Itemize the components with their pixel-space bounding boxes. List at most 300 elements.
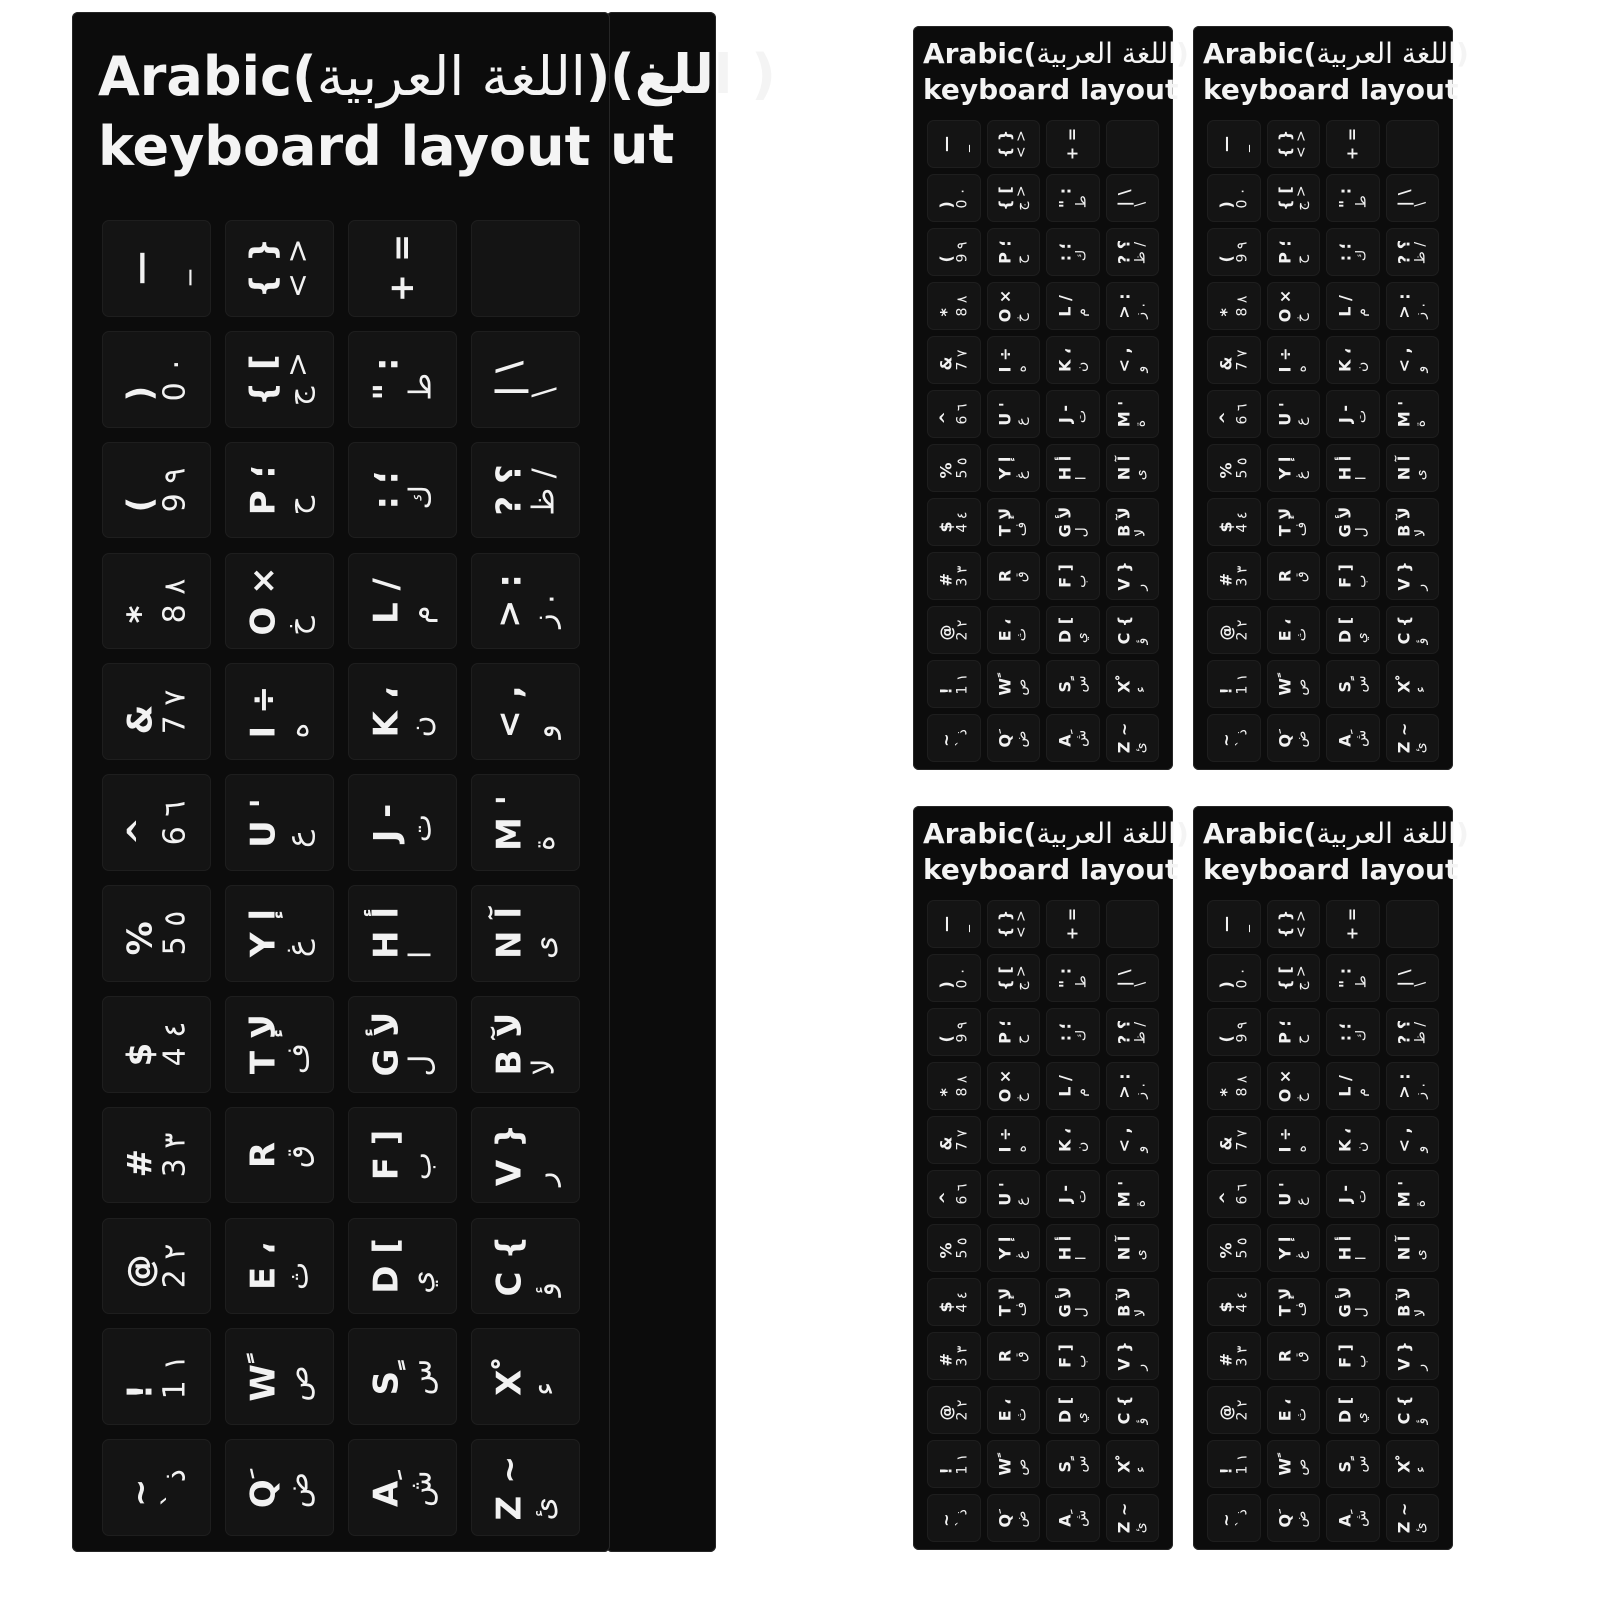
key-sticker <box>1386 174 1440 222</box>
key-latin-label: A ِ <box>1055 729 1075 747</box>
key-sticker <box>348 885 457 982</box>
key-latin-label: Q َ <box>995 1508 1015 1528</box>
key-sticker <box>1046 900 1100 948</box>
key-arabic-label: 0 ٠ <box>953 187 970 209</box>
key-sticker <box>1106 1062 1160 1110</box>
key-arabic-label: ظ / <box>1412 241 1429 265</box>
key-arabic-label: ت <box>1352 409 1369 424</box>
key-latin-label: " : <box>1055 187 1075 209</box>
key-sticker <box>471 885 580 982</box>
key-sticker <box>1267 660 1321 708</box>
key-arabic-label: ا <box>1072 476 1089 481</box>
key-arabic-label: ظ / <box>525 468 561 516</box>
key-latin-label: : ؛ <box>1055 242 1075 262</box>
key-arabic-label: ن <box>402 715 438 738</box>
key-sticker <box>1386 228 1440 276</box>
key-sticker <box>1326 174 1380 222</box>
key-sticker <box>225 220 334 317</box>
title-close-paren: ) <box>1455 37 1469 70</box>
key-arabic-label: 0 ٠ <box>1233 967 1250 989</box>
key-arabic-label: ز . <box>1412 303 1429 319</box>
key-latin-label: ( <box>119 496 160 513</box>
key-arabic-label: غ <box>279 939 315 958</box>
key-arabic-label: ة <box>525 834 561 851</box>
key-arabic-label: ظ / <box>1132 241 1149 265</box>
key-latin-label: * <box>119 605 160 624</box>
key-latin-label: * <box>936 1088 956 1097</box>
key-arabic-label: ث <box>1013 628 1030 642</box>
key-sticker <box>1207 228 1261 276</box>
key-latin-label: { } <box>1275 129 1295 159</box>
key-latin-label: V } <box>1394 1341 1414 1371</box>
key-sticker <box>1326 606 1380 654</box>
key-sticker <box>1326 282 1380 330</box>
key-arabic-label: ح <box>1293 1034 1310 1044</box>
key-latin-label: * <box>1216 308 1236 317</box>
key-arabic-label: 7 ٧ <box>1233 349 1250 371</box>
key-latin-label: R <box>1275 569 1295 583</box>
key-sticker <box>1386 444 1440 492</box>
key-latin-label: Y إ <box>242 909 283 958</box>
key-sticker <box>471 996 580 1093</box>
key-sticker <box>348 442 457 539</box>
key-arabic-label: 3 ٣ <box>1233 1345 1250 1367</box>
key-sticker <box>927 1386 981 1434</box>
key-latin-label: ^ <box>1216 411 1236 425</box>
key-sticker <box>471 1439 580 1536</box>
key-sticker <box>1326 900 1380 948</box>
key-sticker <box>471 1107 580 1204</box>
key-sticker <box>1207 552 1261 600</box>
key-arabic-label: < > <box>1293 910 1310 939</box>
key-arabic-label: ض <box>279 1471 315 1508</box>
key-arabic-label: 2 ٢ <box>1233 619 1250 641</box>
key-sticker <box>1326 552 1380 600</box>
key-arabic-label: م <box>1352 308 1369 317</box>
key-arabic-label: 2 ٢ <box>156 1243 192 1289</box>
key-latin-label: O × <box>995 289 1015 323</box>
key-sticker <box>1046 1440 1100 1488</box>
key-latin-label: ! <box>119 1383 160 1400</box>
key-sticker <box>1106 336 1160 384</box>
key-sticker <box>1386 336 1440 384</box>
key-latin-label: $ <box>936 521 956 533</box>
key-sticker <box>1326 1116 1380 1164</box>
key-sticker <box>987 1278 1041 1326</box>
key-arabic-label: ي <box>1072 1412 1089 1424</box>
key-arabic-label: خ <box>279 616 315 636</box>
key-arabic-label: ئ <box>525 1496 561 1521</box>
key-sticker <box>1046 1008 1100 1056</box>
key-arabic-label: ه <box>279 722 315 739</box>
key-sticker <box>1326 498 1380 546</box>
key-arabic-label: ` ذ <box>953 1509 970 1527</box>
key-arabic-label: 9 ٩ <box>953 1021 970 1043</box>
key-arabic-label: ة <box>1412 419 1429 428</box>
key-latin-label: X ْ <box>488 1357 529 1396</box>
key-sticker <box>1106 1440 1160 1488</box>
title-arabic: اللغة العربية <box>1036 817 1176 850</box>
key-arabic-label: ث <box>1293 1408 1310 1422</box>
key-arabic-label: ج > <box>1293 185 1310 211</box>
key-arabic-label: ص <box>1293 678 1310 696</box>
key-arabic-label: ى <box>525 935 561 960</box>
key-arabic-label: ء <box>1412 686 1429 693</box>
key-sticker <box>225 331 334 428</box>
key-latin-label: { [ <box>242 354 283 407</box>
key-latin-label: D [ <box>1335 1396 1355 1424</box>
key-latin-label: V } <box>488 1123 529 1187</box>
key-sticker <box>225 885 334 982</box>
key-arabic-label: 8 ٨ <box>953 295 970 317</box>
key-latin-label: R <box>995 1349 1015 1363</box>
key-sticker <box>1326 1332 1380 1380</box>
key-sticker <box>927 1062 981 1110</box>
key-arabic-label: 7 ٧ <box>953 1129 970 1151</box>
key-arabic-label: غ <box>1013 1250 1030 1260</box>
key-arabic-label: س <box>1072 675 1089 693</box>
key-arabic-label: ى <box>1132 1249 1149 1261</box>
key-arabic-label: ح <box>279 495 315 516</box>
key-sticker <box>1386 1332 1440 1380</box>
key-sticker <box>1267 1494 1321 1542</box>
key-arabic-label: 9 ٩ <box>1233 241 1250 263</box>
key-latin-label: { [ <box>1275 966 1295 991</box>
key-sticker <box>1326 1494 1380 1542</box>
key-latin-label: ! <box>1216 687 1236 695</box>
key-arabic-label: ف <box>279 1043 315 1075</box>
key-sticker <box>1106 282 1160 330</box>
key-latin-label: Q َ <box>1275 728 1295 748</box>
key-arabic-label: ع <box>1013 1197 1030 1206</box>
key-latin-label: C { <box>488 1235 529 1297</box>
key-arabic-label: ن <box>1352 1141 1369 1153</box>
key-latin-label: < , <box>1114 1127 1134 1153</box>
key-sticker <box>102 553 211 650</box>
key-latin-label: A ِ <box>365 1468 406 1507</box>
key-sticker <box>1106 1170 1160 1218</box>
key-latin-label: # <box>1216 1353 1236 1367</box>
key-arabic-label: ة <box>1132 419 1149 428</box>
key-latin-label: J - <box>1335 404 1355 424</box>
key-arabic-label: ض <box>1013 730 1030 748</box>
sticker-sheet-small-bottom-right <box>1193 806 1469 1550</box>
key-latin-label: N آ <box>1114 1235 1134 1261</box>
key-latin-label: @ <box>936 624 956 641</box>
key-sticker <box>1106 228 1160 276</box>
key-latin-label: | \ <box>1394 969 1414 987</box>
key-latin-label: C { <box>1394 1395 1414 1425</box>
key-arabic-label: ء <box>525 1381 561 1396</box>
key-latin-label: # <box>1216 573 1236 587</box>
key-arabic-label: ا <box>402 951 438 960</box>
key-arabic-label: \ <box>1412 981 1429 987</box>
key-latin-label: W ً <box>995 672 1015 696</box>
key-arabic-label: ت <box>402 813 438 842</box>
key-sticker <box>471 1328 580 1425</box>
key-arabic-label: ك <box>1072 249 1089 262</box>
key-sticker <box>1046 606 1100 654</box>
key-arabic-label: ز . <box>525 594 561 628</box>
key-sticker <box>987 714 1041 762</box>
key-latin-label: < , <box>488 685 529 739</box>
key-arabic-label: ج > <box>1293 965 1310 991</box>
key-latin-label: % <box>1216 1242 1236 1259</box>
key-sticker <box>1267 444 1321 492</box>
key-latin-label: G لأ <box>1055 1286 1075 1318</box>
key-sticker <box>102 220 211 317</box>
key-arabic-label: ح <box>1013 1034 1030 1044</box>
key-latin-label: N آ <box>1394 455 1414 481</box>
key-latin-label: S ٍ <box>1335 1455 1355 1473</box>
key-arabic-label: ع <box>1293 1197 1310 1206</box>
key-sticker <box>1207 1062 1261 1110</box>
key-latin-label: " : <box>1335 967 1355 989</box>
key-sticker <box>1267 282 1321 330</box>
key-sticker <box>1106 1278 1160 1326</box>
key-sticker <box>348 996 457 1093</box>
key-sticker <box>348 1107 457 1204</box>
key-sticker <box>1386 390 1440 438</box>
key-sticker <box>1267 120 1321 168</box>
title-arabic: اللغة العربية <box>1316 817 1456 850</box>
key-sticker <box>1046 552 1100 600</box>
sheet-title <box>98 42 610 182</box>
key-sticker <box>927 1494 981 1542</box>
key-latin-label: L / <box>1335 1075 1355 1097</box>
key-arabic-label: ك <box>1352 249 1369 262</box>
key-latin-label: A ِ <box>1335 729 1355 747</box>
key-sticker <box>1046 1224 1100 1272</box>
key-sticker <box>927 714 981 762</box>
key-latin-label: " : <box>1335 187 1355 209</box>
key-arabic-label: ض <box>1293 1510 1310 1528</box>
key-sticker <box>1106 954 1160 1002</box>
key-arabic-label: ش <box>1072 729 1089 747</box>
key-arabic-label: ؤ <box>1412 1417 1429 1425</box>
key-sticker <box>1207 1008 1261 1056</box>
key-arabic-label: ف <box>1013 1301 1030 1317</box>
key-arabic-label: ئ <box>1132 1522 1149 1534</box>
key-sticker <box>987 444 1041 492</box>
key-latin-label: B لآ <box>1394 507 1414 537</box>
key-arabic-label: 0 ٠ <box>1233 187 1250 209</box>
key-arabic-label: 6 ٦ <box>953 403 970 425</box>
key-arabic-label: و <box>1412 1145 1429 1153</box>
key-latin-label: X ْ <box>1114 675 1134 693</box>
title-arabic: اللغة العربية <box>316 45 586 108</box>
key-sticker <box>1267 1170 1321 1218</box>
key-arabic-label: ط <box>1072 975 1089 989</box>
key-sticker <box>1207 660 1261 708</box>
key-arabic-label: 3 ٣ <box>953 1345 970 1367</box>
key-latin-label: C { <box>1394 615 1414 645</box>
key-latin-label: < , <box>1394 1127 1414 1153</box>
key-latin-label: F ] <box>365 1129 406 1181</box>
key-latin-label: < , <box>1394 347 1414 373</box>
key-latin-label: K ، <box>1335 347 1355 373</box>
key-latin-label: F ] <box>1055 1344 1075 1368</box>
title-line-2: keyboard layout <box>923 853 1179 886</box>
key-sticker <box>1207 1332 1261 1380</box>
key-arabic-label: \ <box>525 387 561 398</box>
key-sticker <box>1386 1440 1440 1488</box>
key-arabic-label: خ <box>1293 1093 1310 1103</box>
key-arabic-label: ش <box>1352 729 1369 747</box>
title-line-1 <box>1203 816 1469 852</box>
key-latin-label: W ً <box>1275 672 1295 696</box>
key-arabic-label: ئ <box>1412 742 1429 754</box>
key-arabic-label: ض <box>1013 1510 1030 1528</box>
key-arabic-label: و <box>1132 1145 1149 1153</box>
key-latin-label: K ، <box>365 686 406 738</box>
key-sticker <box>1386 1386 1440 1434</box>
title-arabic: اللغة العربية <box>1036 37 1176 70</box>
key-sticker <box>1326 1440 1380 1488</box>
key-sticker <box>1326 228 1380 276</box>
key-sticker <box>1207 1494 1261 1542</box>
key-arabic-label: 1 ١ <box>156 1354 192 1400</box>
key-arabic-label: ب <box>1352 1354 1369 1368</box>
key-arabic-label: ك <box>1352 1029 1369 1042</box>
key-arabic-label: 1 ١ <box>953 1453 970 1475</box>
key-sticker <box>225 1439 334 1536</box>
key-arabic-label: 4 ٤ <box>953 1291 970 1313</box>
key-latin-label: > : <box>1394 1073 1414 1099</box>
key-arabic-label: ع <box>1293 417 1310 426</box>
key-latin-label: { } <box>1275 909 1295 939</box>
key-arabic-label: ` ذ <box>156 1468 192 1507</box>
key-latin-label: % <box>119 921 160 956</box>
key-latin-label: < , <box>1114 347 1134 373</box>
key-arabic-label: 4 ٤ <box>953 511 970 533</box>
key-latin-label: ? ؟ <box>1114 239 1134 265</box>
sticker-sheet-small-top-left <box>913 26 1189 770</box>
key-sticker <box>987 660 1041 708</box>
key-sticker <box>927 552 981 600</box>
key-latin-label: W ً <box>995 1452 1015 1476</box>
key-sticker <box>471 442 580 539</box>
key-sticker <box>987 228 1041 276</box>
key-sticker <box>927 228 981 276</box>
key-sticker <box>102 885 211 982</box>
key-arabic-label: 4 ٤ <box>1233 1291 1250 1313</box>
key-latin-label: ? ؟ <box>1114 1019 1134 1045</box>
key-latin-label: L / <box>1055 1075 1075 1097</box>
key-sticker <box>1106 120 1160 168</box>
key-arabic-label: 5 ٥ <box>1233 1237 1250 1259</box>
key-sticker <box>1207 1170 1261 1218</box>
key-sticker <box>1386 1116 1440 1164</box>
key-arabic-label: 8 ٨ <box>1233 295 1250 317</box>
key-sticker <box>1386 1224 1440 1272</box>
key-sticker <box>1326 444 1380 492</box>
key-latin-label: # <box>936 1353 956 1367</box>
key-arabic-label: ه <box>1293 1145 1310 1153</box>
key-latin-label: | \ <box>1114 969 1134 987</box>
key-sticker <box>1267 606 1321 654</box>
key-latin-label: ! <box>936 1467 956 1475</box>
key-arabic-label: 5 ٥ <box>1233 457 1250 479</box>
key-sticker <box>927 1278 981 1326</box>
key-arabic-label: ش <box>1352 1509 1369 1527</box>
key-sticker <box>1106 444 1160 492</box>
key-latin-label: $ <box>1216 1301 1236 1313</box>
key-latin-label: K ، <box>1055 1127 1075 1153</box>
key-sticker <box>1267 1008 1321 1056</box>
key-arabic-label: < > <box>279 238 315 299</box>
key-arabic-label: س <box>402 1358 438 1396</box>
key-sticker <box>1106 1332 1160 1380</box>
key-latin-label: : ؛ <box>1335 242 1355 262</box>
key-sticker <box>1386 1008 1440 1056</box>
key-arabic-label: ن <box>1352 361 1369 373</box>
key-sticker <box>987 120 1041 168</box>
key-latin-label: M ' <box>488 794 529 851</box>
key-arabic-label: ص <box>1013 1458 1030 1476</box>
key-latin-label: — <box>1216 136 1236 152</box>
key-arabic-label: ف <box>1013 521 1030 537</box>
key-sticker <box>1046 1494 1100 1542</box>
key-latin-label: ( <box>936 1035 956 1043</box>
key-sticker <box>225 663 334 760</box>
key-latin-label: ^ <box>1216 1191 1236 1205</box>
key-latin-label: ~ <box>119 1478 160 1507</box>
key-latin-label: T لإ <box>1275 507 1295 537</box>
key-latin-label: $ <box>936 1301 956 1313</box>
key-sticker <box>927 282 981 330</box>
key-arabic-label: ق <box>1013 1351 1030 1363</box>
key-arabic-label: و <box>525 723 561 739</box>
sheet-title <box>923 816 1189 888</box>
key-latin-label: Y إ <box>995 1236 1015 1260</box>
key-sticker <box>987 282 1041 330</box>
title-latin: Arabic( <box>98 45 317 108</box>
key-latin-label: Y إ <box>1275 456 1295 480</box>
key-latin-label: { [ <box>995 966 1015 991</box>
key-sticker <box>927 1170 981 1218</box>
key-sticker <box>1046 660 1100 708</box>
key-arabic-label: 7 ٧ <box>953 349 970 371</box>
key-sticker <box>1106 714 1160 762</box>
key-arabic-label: 9 ٩ <box>156 467 192 513</box>
key-latin-label: ( <box>936 255 956 263</box>
key-arabic-label: \ <box>1412 201 1429 207</box>
key-latin-label: U ' <box>995 402 1015 426</box>
key-arabic-label: 8 ٨ <box>156 578 192 624</box>
key-latin-label: D [ <box>1055 616 1075 644</box>
key-sticker <box>927 174 981 222</box>
key-sticker <box>471 663 580 760</box>
key-latin-label: N آ <box>1114 455 1134 481</box>
key-arabic-label: ا <box>1072 1256 1089 1261</box>
key-arabic-label: غ <box>1293 470 1310 480</box>
key-latin-label: H أ <box>1335 1235 1355 1261</box>
key-arabic-label: < > <box>1293 130 1310 159</box>
key-arabic-label: ` ذ <box>1233 729 1250 747</box>
key-latin-label: ! <box>1216 1467 1236 1475</box>
key-arabic-label: 1 ١ <box>953 673 970 695</box>
key-arabic-label: ث <box>1013 1408 1030 1422</box>
key-sticker <box>987 1062 1041 1110</box>
key-arabic-label: 2 ٢ <box>953 1399 970 1421</box>
key-arabic-label: ب <box>1072 574 1089 588</box>
key-arabic-label: 5 ٥ <box>953 457 970 479</box>
key-sticker <box>927 1008 981 1056</box>
key-latin-label: & <box>1216 356 1236 371</box>
key-arabic-label: 7 ٧ <box>1233 1129 1250 1151</box>
key-sticker <box>1106 660 1160 708</box>
